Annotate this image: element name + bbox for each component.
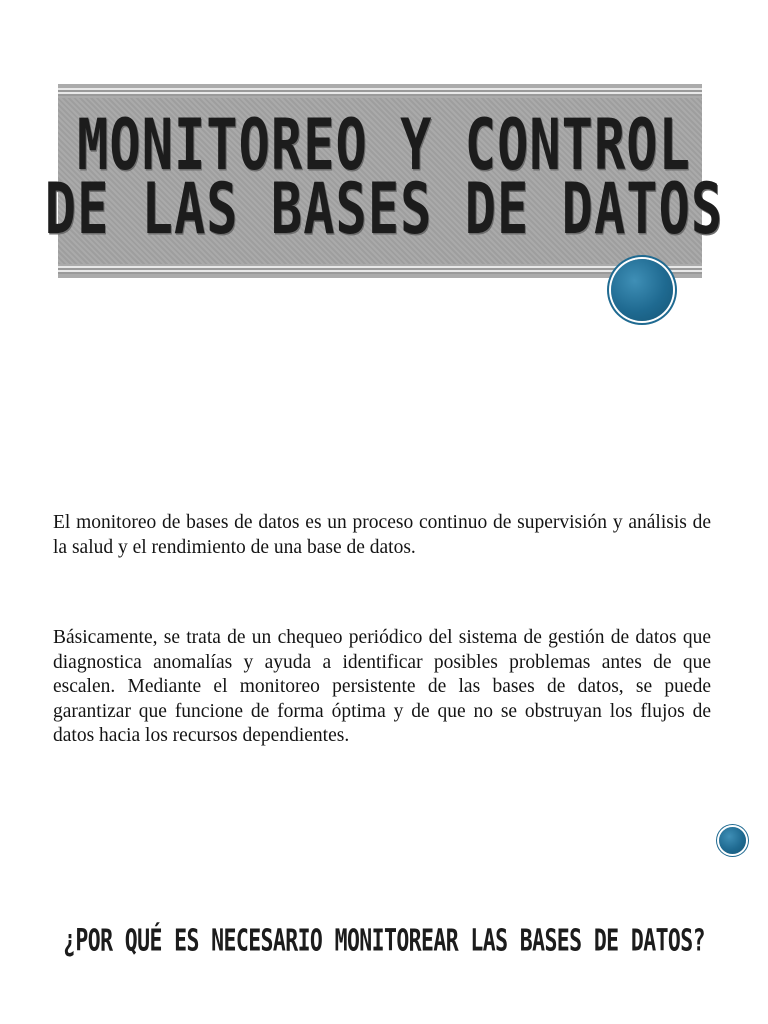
- banner-stripe-top: [58, 88, 702, 96]
- decorative-circle-large: [611, 259, 673, 321]
- decorative-circle-small: [719, 827, 746, 854]
- paragraph-definition: El monitoreo de bases de datos es un proceso continuo de supervisión y análisis de la salud y el rendimiento de una base de datos.: [53, 512, 711, 558]
- slide-title-line-1: MONITOREO Y CONTROL: [77, 105, 691, 187]
- banner-stripe-bottom: [58, 266, 702, 274]
- paragraph-explanation: Básicamente, se trata de un chequeo periódico del sistema de gestión de datos que diagnostica anomalías y ayuda a identificar posibles problemas antes de que escalen. Mediante el monitoreo persistente de las bases de datos, se puede garantizar que funcione de forma óptima y de que no se obstruyan los flujos de datos hacia los recursos dependientes.: [53, 627, 711, 746]
- section-question-heading: ¿POR QUÉ ES NECESARIO MONITOREAR LAS BASES DE DATOS?: [63, 923, 705, 959]
- slide-title-line-2: DE LAS BASES DE DATOS: [44, 169, 724, 251]
